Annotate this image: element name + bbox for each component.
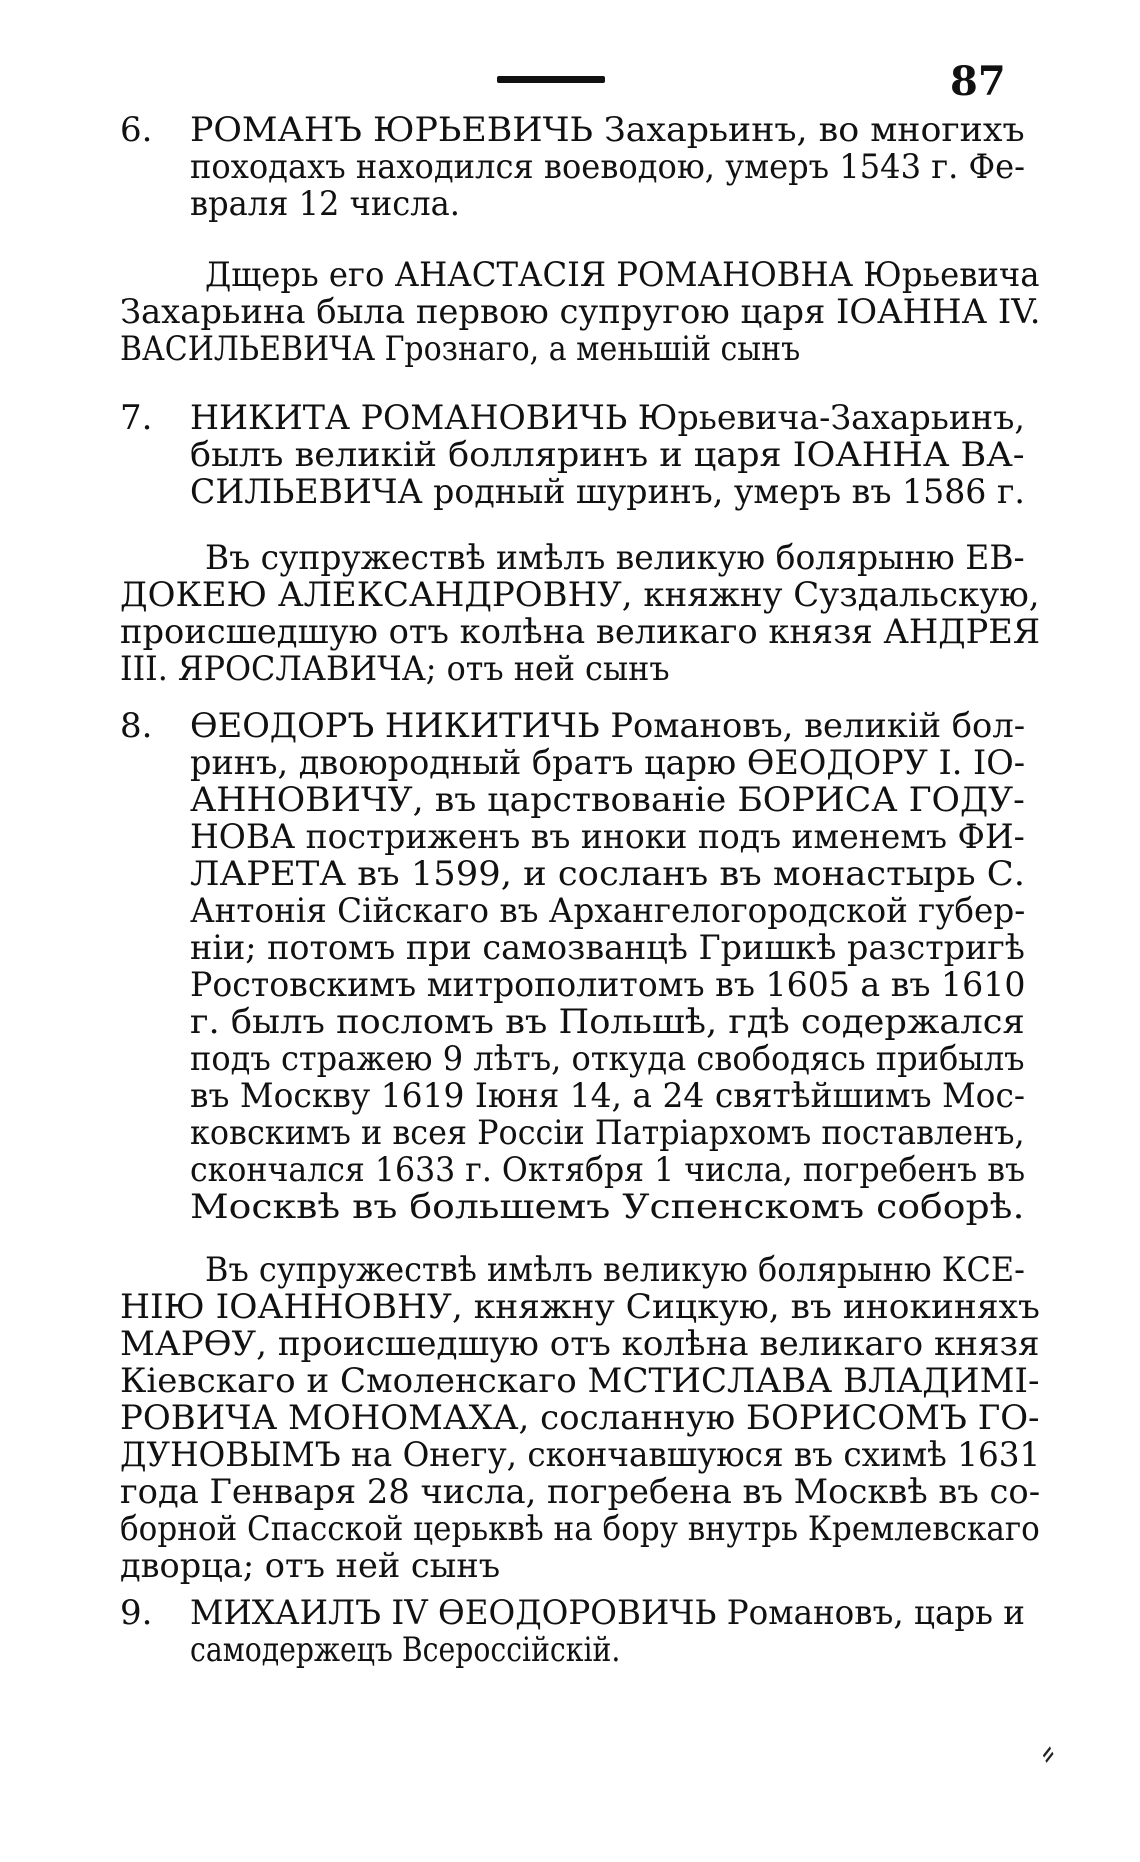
text-line: дворца; отъ ней сынъ — [120, 1546, 501, 1586]
text-line: НІЮ ІОАННОВНУ, княжну Сицкую, въ инокиняхъ — [120, 1287, 1040, 1327]
text-line: подъ стражею 9 лѣтъ, откуда свободясь прибылъ — [190, 1039, 1025, 1079]
text-line: ДОКЕЮ АЛЕКСАНДРОВНУ, княжну Суздальскую, — [120, 575, 1040, 615]
text-line: ковскимъ и всея Россіи Патріархомъ поставленъ, — [190, 1113, 1025, 1153]
text-line: ДУНОВЫМЪ на Онегу, скончавшуюся въ схимѣ 1631 — [120, 1435, 1041, 1475]
text-line: самодержецъ Всероссійскій. — [190, 1630, 621, 1670]
text-line: АННОВИЧУ, въ царствованіе БОРИСА ГОДУ- — [190, 780, 1025, 820]
text-line: Захарьина была первою супругою царя ІОАННА IV. — [120, 292, 1041, 332]
text-line: СИЛЬЕВИЧА родный шуринъ, умеръ въ 1586 г. — [190, 472, 1025, 512]
entry-number: 8. — [120, 706, 153, 746]
text-line: скончался 1633 г. Октября 1 числа, погребенъ въ — [190, 1150, 1026, 1190]
entry-number: 9. — [120, 1593, 153, 1633]
text-line: Кіевскаго и Смоленскаго МСТИСЛАВА ВЛАДИМІ- — [120, 1361, 1040, 1401]
text-line: МИХАИЛЪ IV ѲЕОДОРОВИЧЬ Романовъ, царь и — [190, 1593, 1025, 1633]
ink-mark-decoration: ⸗ — [1031, 1728, 1063, 1776]
page-number: 87 — [950, 58, 1006, 105]
text-line: РОВИЧА МОНОМАХА, сосланную БОРИСОМЪ ГО- — [120, 1398, 1040, 1438]
text-line: РОМАНЪ ЮРЬЕВИЧЬ Захарьинъ, во многихъ — [190, 110, 1025, 150]
text-line: враля 12 числа. — [190, 184, 460, 224]
text-line: въ Москву 1619 Іюня 14, а 24 святѣйшимъ Мос- — [190, 1076, 1025, 1116]
text-line: Москвѣ въ большемъ Успенскомъ соборѣ. — [190, 1187, 1025, 1227]
text-line: походахъ находился воеводою, умеръ 1543 г. Фе- — [190, 147, 1025, 187]
text-line: Дщерь его АНАСТАСІЯ РОМАНОВНА Юрьевича — [205, 255, 1040, 295]
text-line: ніи; потомъ при самозванцѣ Гришкѣ разстригѣ — [190, 928, 1025, 968]
entry-number: 6. — [120, 110, 153, 150]
text-line: НОВА постриженъ въ иноки подъ именемъ ФИ- — [190, 817, 1025, 857]
text-line: борной Спасской церьквѣ на бору внутрь Кремлевскаго — [120, 1509, 1040, 1549]
text-line: года Генваря 28 числа, погребена въ Москвѣ въ со- — [120, 1472, 1041, 1512]
text-line: ѲЕОДОРЪ НИКИТИЧЬ Романовъ, великій бол- — [190, 706, 1026, 746]
text-line: Антонія Сійскаго въ Архангелогородской губер- — [190, 891, 1026, 931]
text-line: ЛАРЕТА въ 1599, и сосланъ въ монастырь С. — [190, 854, 1026, 894]
text-line: г. былъ посломъ въ Польшѣ, гдѣ содержался — [190, 1002, 1025, 1042]
text-line: Въ супружествѣ имѣлъ великую болярыню ЕВ- — [205, 538, 1025, 578]
text-line: ринъ, двоюродный братъ царю ѲЕОДОРУ І. ІО- — [190, 743, 1026, 783]
text-line: происшедшую отъ колѣна великаго князя АНДРЕЯ — [120, 612, 1041, 652]
text-line: III. ЯРОСЛАВИЧА; отъ ней сынъ — [120, 649, 670, 689]
text-line: Ростовскимъ митрополитомъ въ 1605 а въ 1610 — [190, 965, 1026, 1005]
entry-number: 7. — [120, 398, 153, 438]
text-line: былъ великій болляринъ и царя ІОАННА ВА- — [190, 435, 1025, 475]
header-rule — [497, 76, 605, 83]
text-line: МАРѲУ, происшедшую отъ колѣна великаго князя — [120, 1324, 1040, 1364]
text-line: Въ супружествѣ имѣлъ великую болярыню КСЕ- — [205, 1250, 1025, 1290]
text-line: НИКИТА РОМАНОВИЧЬ Юрьевича-Захарьинъ, — [190, 398, 1025, 438]
text-line: ВАСИЛЬЕВИЧА Грознаго, а меньшій сынъ — [120, 329, 801, 369]
